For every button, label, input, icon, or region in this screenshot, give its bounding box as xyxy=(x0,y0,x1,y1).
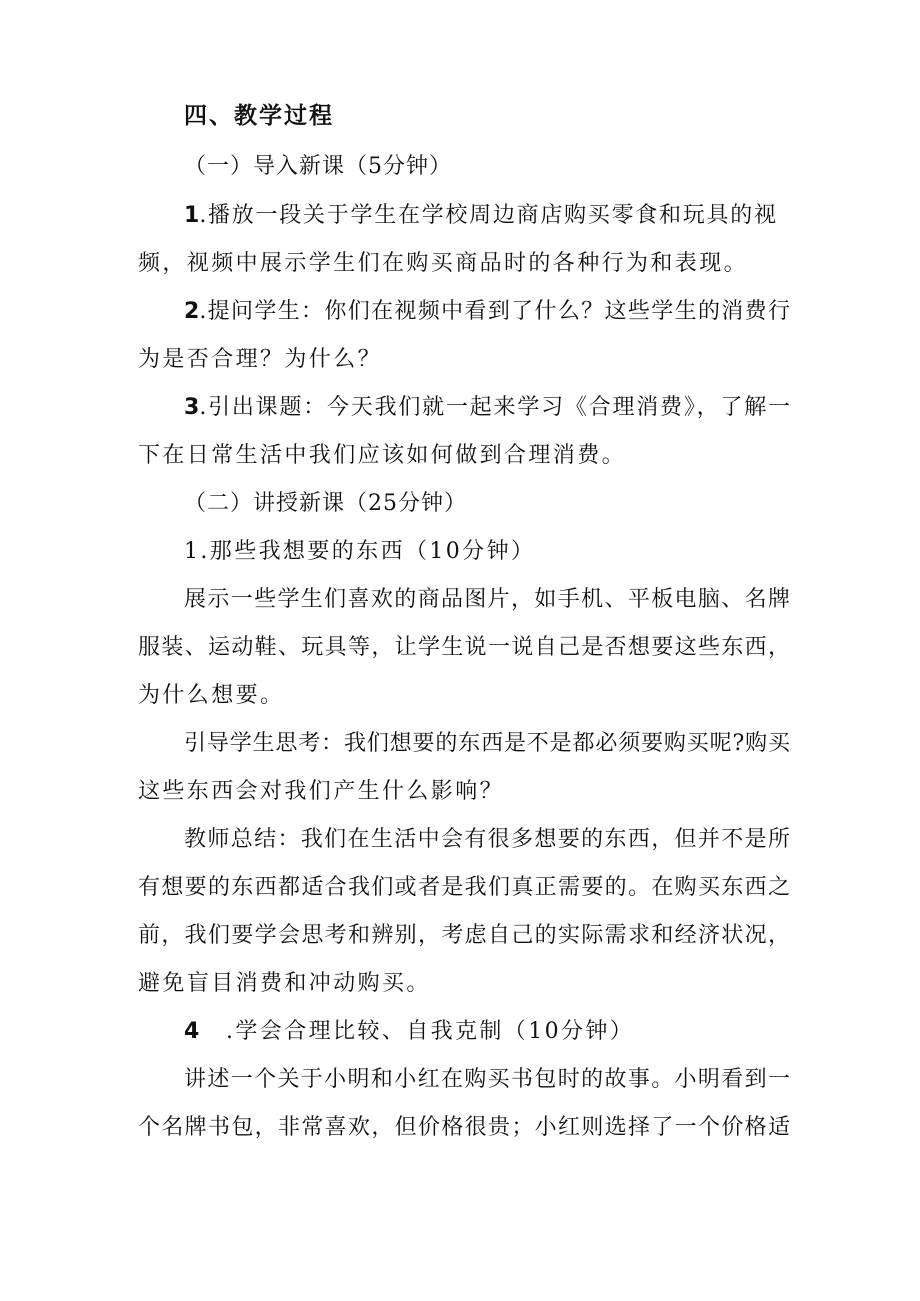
sub1-para1-line3: 为什么想要。 xyxy=(138,683,285,708)
sub1-para1-line2: 服装、运动鞋、玩具等，让学生说一说自己是否想要这些东西， xyxy=(138,635,790,660)
sub1-para3-line4: 避免盲目消费和冲动购买。 xyxy=(138,971,431,996)
sub1-para3-line3: 前，我们要学会思考和辨别，考虑自己的实际需求和经济状况， xyxy=(138,923,790,948)
part1-title: （一）导入新课（5分钟） xyxy=(184,154,452,179)
part2-title: （二）讲授新课（25分钟） xyxy=(184,491,467,516)
sub1-para3-line1: 教师总结：我们在生活中会有很多想要的东西，但并不是所 xyxy=(184,827,790,852)
item-text: .提问学生：你们在视频中看到了什么？这些学生的消费行 xyxy=(199,299,790,324)
item-number: 2 xyxy=(184,299,200,324)
sub2-para1-line1: 讲述一个关于小明和小红在购买书包时的故事。小明看到一 xyxy=(184,1067,790,1092)
sub2-number: 4 xyxy=(184,1019,202,1044)
section-title: 四、教学过程 xyxy=(184,103,334,129)
item-text: .引出课题：今天我们就一起来学习《合理消费》，了解一 xyxy=(199,395,790,420)
part1-item2-line2: 为是否合理？为什么？ xyxy=(138,347,383,372)
item-number: 3 xyxy=(184,395,200,420)
sub2-title: .学会合理比较、自我克制（10分钟） xyxy=(226,1019,635,1044)
sub1-para2-line2: 这些东西会对我们产生什么影响？ xyxy=(138,779,505,804)
item-text: .播放一段关于学生在学校周边商店购买零食和玩具的视 xyxy=(199,203,776,228)
part1-item3-line1 xyxy=(184,393,790,423)
part1-item1-line1 xyxy=(184,201,776,231)
item-number: 1 xyxy=(184,203,200,228)
part1-item3-line2: 下在日常生活中我们应该如何做到合理消费。 xyxy=(138,443,627,468)
sub1-title: 1.那些我想要的东西（10分钟） xyxy=(184,539,536,564)
sub1-para3-line2: 有想要的东西都适合我们或者是我们真正需要的。在购买东西之 xyxy=(138,875,790,900)
part1-item2-line1 xyxy=(184,297,790,327)
part1-item1-line2: 频，视频中展示学生们在购买商品时的各种行为和表现。 xyxy=(138,251,749,276)
sub1-para2-line1: 引导学生思考：我们想要的东西是不是都必须要购买呢?购买 xyxy=(184,731,790,756)
sub1-para1-line1: 展示一些学生们喜欢的商品图片，如手机、平板电脑、名牌 xyxy=(184,587,790,612)
sub2-para1-line2: 个名牌书包，非常喜欢，但价格很贵；小红则选择了一个价格适 xyxy=(138,1115,790,1140)
